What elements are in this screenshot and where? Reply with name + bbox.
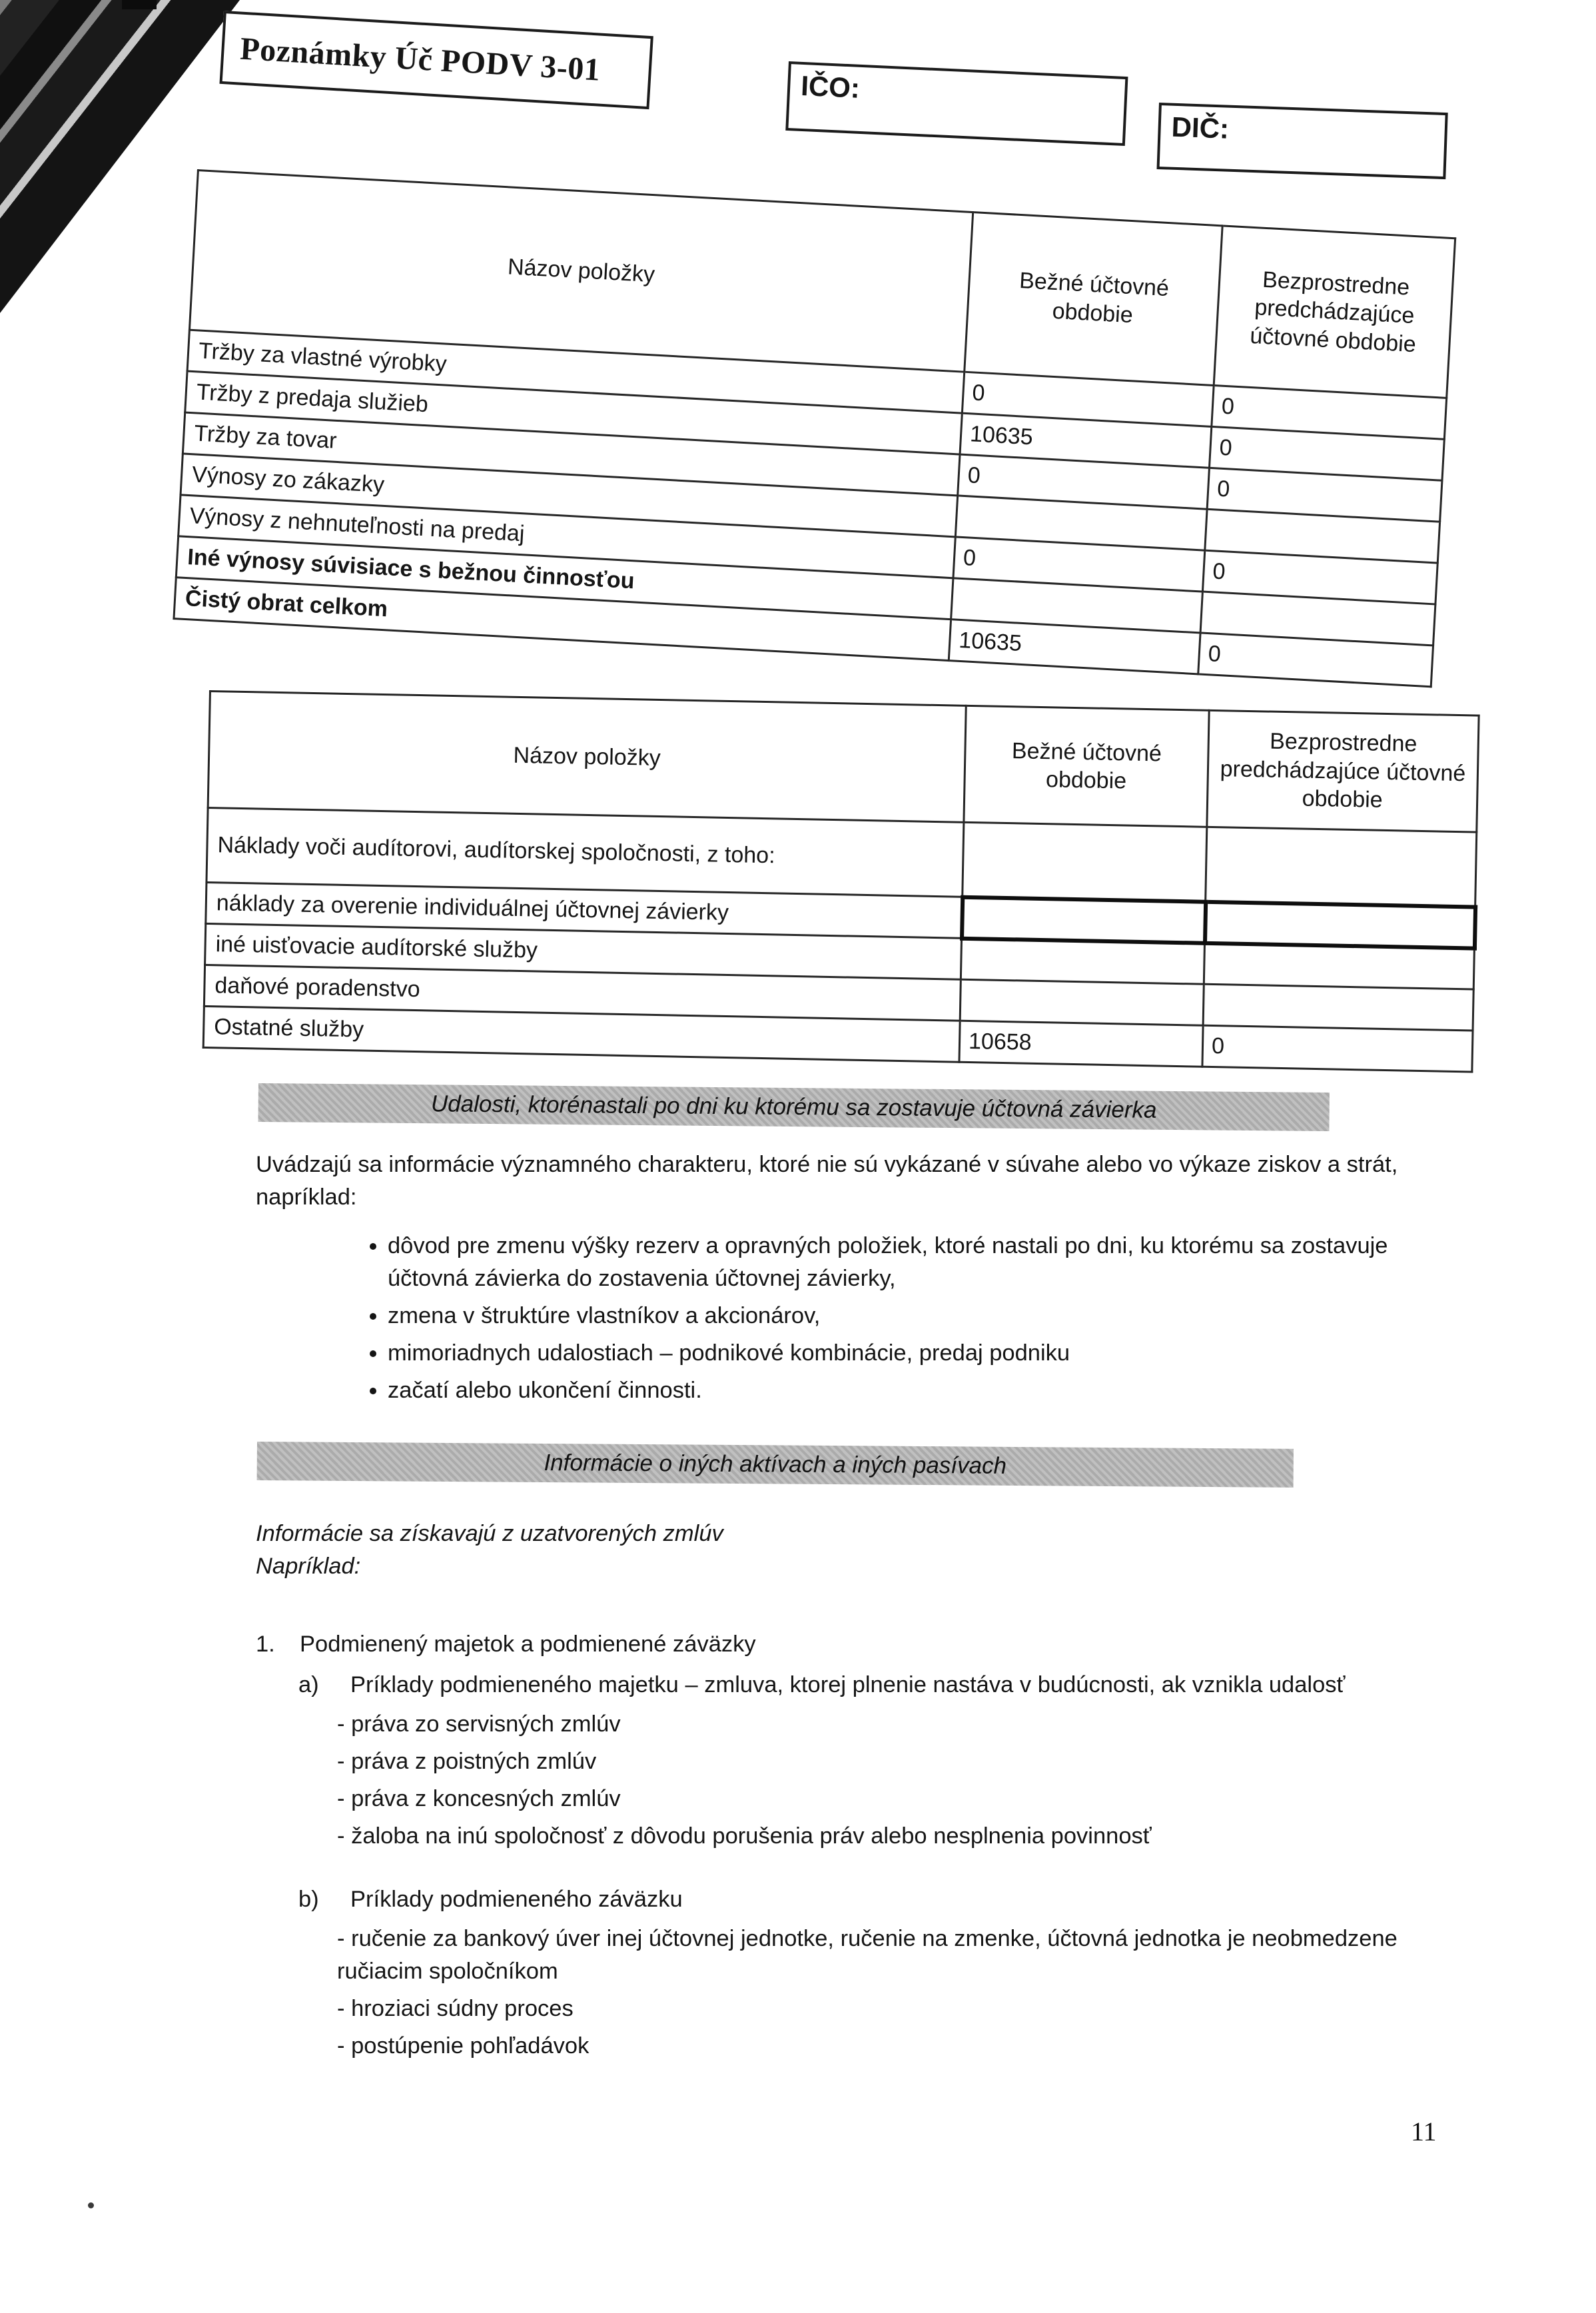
row-label: Ostatné služby xyxy=(203,1006,960,1062)
section-heading-text: Informácie o iných aktívach a iných pasívach xyxy=(544,1450,1007,1479)
row-label: Tržby za vlastné výrobky xyxy=(187,330,965,413)
bullet-item: • začatí alebo ukončení činnosti. xyxy=(388,1374,1423,1407)
bullet-item: • zmena v štruktúre vlastníkov a akcionárov, xyxy=(388,1300,1423,1332)
auditor-table xyxy=(202,690,1481,1073)
row-label: Čistý obrat celkom xyxy=(174,578,951,661)
dash-list-b xyxy=(337,1923,1443,2063)
row-previous-value xyxy=(1206,827,1477,907)
sub-item-label: b) xyxy=(298,1887,319,1912)
row-previous-value: 0 xyxy=(1198,633,1433,687)
page-number: 11 xyxy=(1411,2116,1437,2146)
row-current-value: 10635 xyxy=(949,620,1200,674)
row-previous-value: 0 xyxy=(1202,550,1437,604)
row-current-value: 10635 xyxy=(960,413,1212,468)
sub-item-text: Príklady podmieneného majetku – zmluva, ktorej plnenie nastáva v budúcnosti, ak vznikla udalosť xyxy=(350,1672,1346,1697)
dic-field-box xyxy=(1157,103,1448,179)
row-label: daňové poradenstvo xyxy=(204,965,961,1021)
dash-item: - práva z koncesných zmlúv xyxy=(337,1786,621,1811)
row-label: Tržby z predaja služieb xyxy=(185,371,963,454)
list-item-1 xyxy=(256,1628,1515,1661)
events-section-heading xyxy=(258,1083,1329,1131)
list-number: 1. xyxy=(256,1631,275,1657)
bullet-item: • mimoriadnych udalostiach – podnikové kombinácie, predaj podniku xyxy=(388,1337,1423,1370)
dash-item: - práva z poistných zmlúv xyxy=(337,1749,597,1774)
row-previous-value: 0 xyxy=(1209,426,1444,480)
dic-label: DIČ: xyxy=(1170,111,1230,145)
dash-item: - práva zo servisných zmlúv xyxy=(337,1711,621,1737)
other-assets-section-heading xyxy=(257,1442,1294,1488)
form-title: Poznámky Úč PODV 3-01 xyxy=(239,31,601,88)
scan-dot-artifact xyxy=(88,2202,94,2208)
row-current-value xyxy=(963,822,1207,901)
intro-line: Informácie sa získavajú z uzatvorených zmlúv xyxy=(256,1521,723,1546)
row-label: iné uisťovacie audítorské služby xyxy=(205,923,962,979)
events-intro-paragraph: Uvádzajú sa informácie významného charakteru, ktoré nie sú vykázané v súvahe alebo vo výkaze ziskov a strát, napríklad: xyxy=(256,1152,1398,1210)
revenue-col-header-name: Názov položky xyxy=(189,171,973,372)
row-previous-value xyxy=(1203,984,1473,1031)
ico-field-box xyxy=(785,61,1128,146)
sub-item-b xyxy=(298,1883,1515,1916)
revenue-table xyxy=(173,169,1456,688)
row-label: náklady za overenie individuálnej účtovnej závierky xyxy=(206,882,963,938)
revenue-col-header-previous: Bezprostredne predchádzajúce účtovné obdobie xyxy=(1214,226,1455,398)
row-label: Výnosy z nehnuteľnosti na predaj xyxy=(179,495,956,578)
ico-label: IČO: xyxy=(800,69,861,104)
bullet-item: • dôvod pre zmenu výšky rezerv a opravných položiek, ktoré nastali po dni, ku ktorému sa zostavuje účtovná závierka do zostavenia účtovnej závierky, xyxy=(388,1230,1423,1295)
row-label: Náklady voči audítorovi, audítorskej spoločnosti, z toho: xyxy=(206,807,964,897)
row-current-value: 0 xyxy=(958,454,1210,509)
auditor-col-header-previous: Bezprostredne predchádzajúce účtovné obdobie xyxy=(1207,710,1479,832)
row-current-value xyxy=(961,938,1204,984)
form-title-box xyxy=(219,11,653,109)
dash-item: - hroziaci súdny proces xyxy=(337,1996,574,2021)
numbered-list xyxy=(256,1628,1515,2067)
list-item-title: Podmienený majetok a podmienené záväzky xyxy=(300,1631,756,1657)
row-current-value: 10658 xyxy=(959,1021,1203,1067)
row-current-value xyxy=(962,897,1206,943)
revenue-col-header-current: Bežné účtovné obdobie xyxy=(965,213,1222,386)
dash-item: - postúpenie pohľadávok xyxy=(337,2033,590,2059)
row-previous-value: 0 xyxy=(1212,386,1447,440)
dash-item: - žaloba na inú spoločnosť z dôvodu porušenia práv alebo nesplnenia povinnosť xyxy=(337,1823,1152,1849)
section-heading-text: Udalosti, ktorénastali po dni ku ktorému sa zostavuje účtovná závierka xyxy=(430,1091,1157,1123)
sub-item-label: a) xyxy=(298,1672,319,1697)
auditor-table-wrap xyxy=(202,690,1481,1073)
row-label: Tržby za tovar xyxy=(183,412,960,496)
row-label: Výnosy zo zákazky xyxy=(181,454,958,537)
row-current-value: 0 xyxy=(962,372,1214,426)
scan-edge-artifact xyxy=(122,0,157,9)
dash-list-a xyxy=(337,1708,1443,1853)
auditor-col-header-current: Bežné účtovné obdobie xyxy=(964,705,1209,827)
row-current-value: 0 xyxy=(953,537,1205,592)
row-previous-value: 0 xyxy=(1202,1025,1473,1072)
row-label: Iné výnosy súvisiace s bežnou činnosťou xyxy=(176,536,953,620)
intro-line: Napríklad: xyxy=(256,1554,361,1579)
row-previous-value xyxy=(1204,943,1474,989)
row-previous-value xyxy=(1204,901,1475,948)
sub-item-text: Príklady podmieneného záväzku xyxy=(350,1887,683,1912)
row-current-value xyxy=(960,979,1204,1025)
events-bullet-list xyxy=(357,1230,1423,1412)
revenue-table-wrap xyxy=(173,169,1456,688)
auditor-col-header-name: Názov položky xyxy=(208,692,966,823)
sub-item-a xyxy=(298,1669,1515,1701)
dash-item: - ručenie za bankový úver inej účtovnej jednotke, ručenie na zmenke, účtovná jednotka je neobmedzene ručiacim spoločníkom xyxy=(337,1926,1397,1984)
row-previous-value: 0 xyxy=(1207,468,1442,522)
other-assets-intro xyxy=(256,1518,1188,1583)
